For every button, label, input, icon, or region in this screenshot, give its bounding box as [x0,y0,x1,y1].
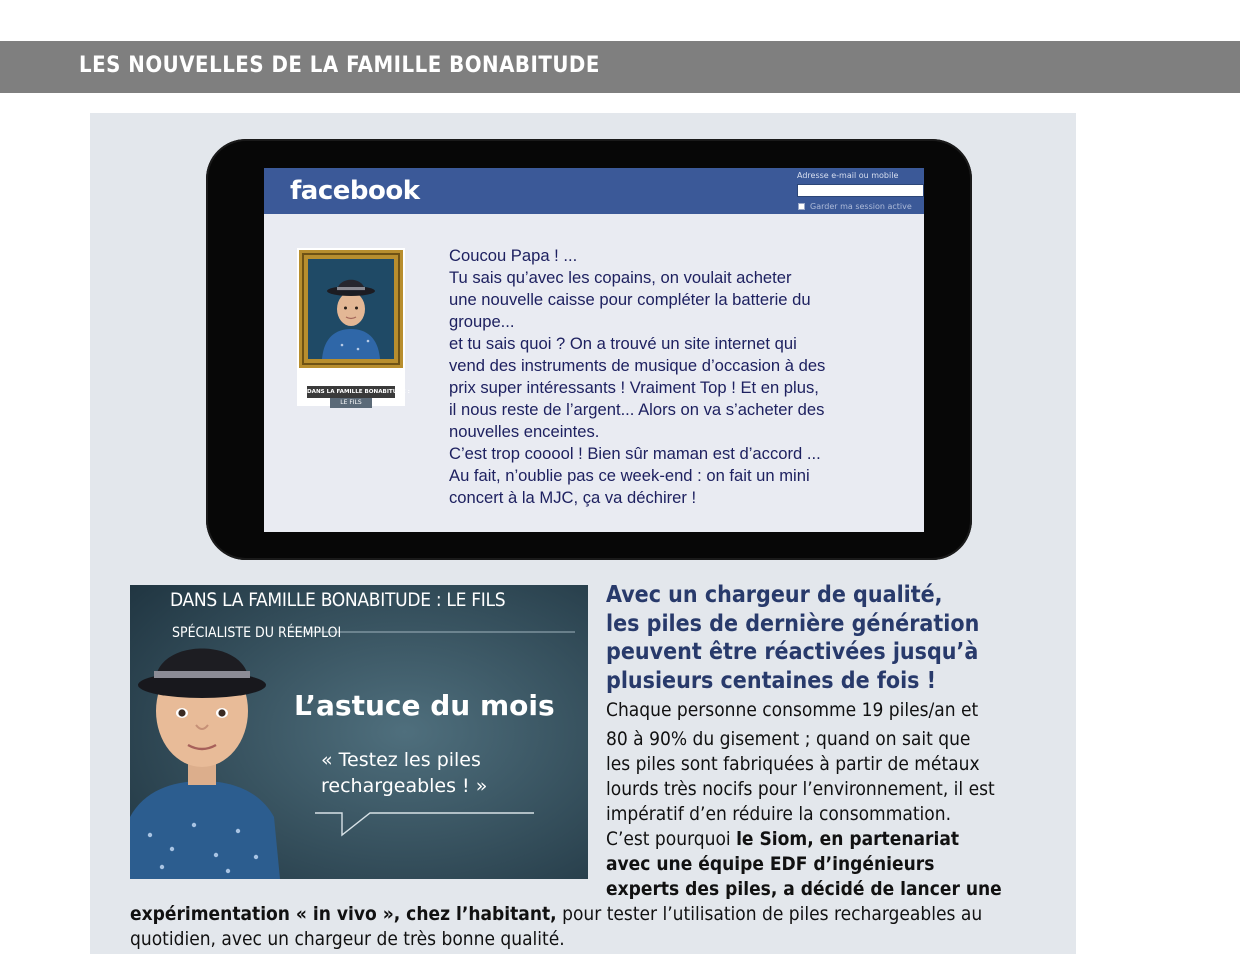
profile-portrait [297,248,410,406]
body-text: pour tester l’utilisation de piles rechargeables au [556,903,983,925]
tip-quote-line: rechargeables ! » [321,775,488,797]
message-line: et tu sais quoi ? On a trouvé un site internet qui [449,334,797,353]
message-line: nouvelles enceintes. [449,422,600,441]
facebook-screen [264,168,924,532]
body-bold-text: le Siom, en partenariat [736,828,960,850]
message-line: Coucou Papa ! ... [449,246,578,265]
body-line: lourds très nocifs pour l’environnement, il est [606,778,995,800]
body-text: C’est pourquoi [606,828,737,850]
portrait-frame [299,250,403,368]
message-line: concert à la MJC, ça va déchirer ! [449,488,697,507]
portrait-sub-caption: LE FILS [330,398,372,408]
facebook-logo: facebook [290,176,420,206]
remember-label: Garder ma session active [810,202,912,211]
body-line: Chaque personne consomme 19 piles/an et [606,699,979,721]
facebook-message [449,245,889,509]
message-line: groupe... [449,312,515,331]
body-line: experts des piles, a décidé de lancer une [606,878,1002,900]
tip-quote [321,747,487,799]
section-banner [0,41,1240,93]
message-line: il nous reste de l’argent... Alors on va s’acheter des [449,400,825,419]
tip-quote-line: « Testez les piles [321,749,481,771]
message-line: Tu sais qu’avec les copains, on voulait acheter [449,268,792,287]
article-headline [606,581,979,695]
message-line: C’est trop cooool ! Bien sûr maman est d’accord ... [449,444,821,463]
email-field[interactable] [797,184,924,197]
body-line [130,903,982,925]
ad-subtitle: SPÉCIALISTE DU RÉEMPLOI [172,625,342,641]
message-line: vend des instruments de musique d’occasion à des [449,356,826,375]
login-label: Adresse e-mail ou mobile [797,171,899,180]
tip-heading: L’astuce du mois [294,689,555,722]
headline-line: peuvent être réactivées jusqu’à [606,639,979,665]
facebook-header-bar [264,168,924,214]
headline-line: plusieurs centaines de fois ! [606,667,937,694]
boy-portrait-image [308,259,394,359]
headline-line: Avec un chargeur de qualité, [606,582,943,608]
body-line [606,828,959,850]
body-bold-text: expérimentation « in vivo », chez l’habitant, [130,903,557,925]
body-line: impératif d’en réduire la consommation. [606,803,951,825]
page-title: LES NOUVELLES DE LA FAMILLE BONABITUDE [79,53,600,78]
body-line: quotidien, avec un chargeur de très bonne qualité. [130,928,565,950]
body-line: avec une équipe EDF d’ingénieurs [606,853,935,875]
body-line: 80 à 90% du gisement ; quand on sait que [606,728,971,750]
message-line: Au fait, n’oublie pas ce week-end : on fait un mini [449,466,810,485]
portrait-caption: DANS LA FAMILLE BONABITUDE : [307,386,395,398]
message-line: une nouvelle caisse pour compléter la batterie du [449,290,811,309]
message-line: prix super intéressants ! Vraiment Top ! Et en plus, [449,378,819,397]
remember-checkbox[interactable] [798,203,805,210]
ad-title: DANS LA FAMILLE BONABITUDE : LE FILS [170,589,506,611]
body-line: les piles sont fabriquées à partir de métaux [606,753,980,775]
tip-of-the-month-image [130,585,588,879]
headline-line: les piles de dernière génération [606,610,980,637]
